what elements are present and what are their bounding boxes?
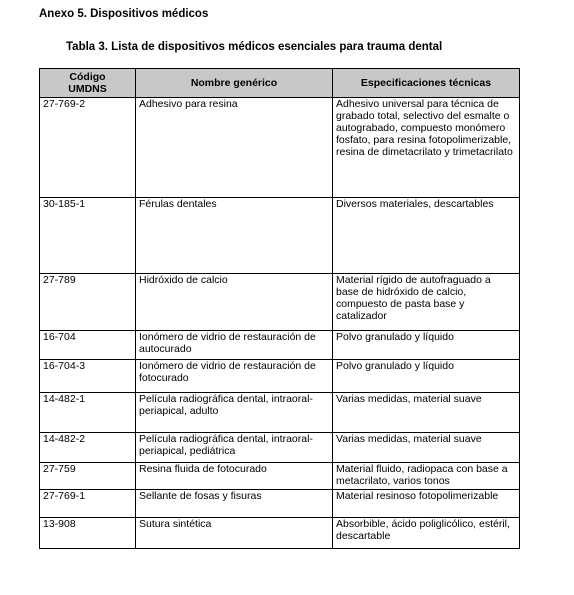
row-code: 27-769-1 [40, 490, 136, 518]
table-row [40, 433, 520, 463]
header-code [40, 69, 136, 98]
row-code: 16-704 [40, 331, 136, 360]
table-row [40, 518, 520, 549]
table-row [40, 393, 520, 433]
row-spec: Absorbible, ácido poliglicólico, estéril, descartable [333, 518, 520, 549]
row-code: 27-759 [40, 463, 136, 490]
table-row [40, 360, 520, 393]
header-spec: Especificaciones técnicas [333, 69, 520, 98]
row-code: 30-185-1 [40, 198, 136, 274]
row-name: Hidróxido de calcio [136, 274, 333, 331]
table-caption: Tabla 3. Lista de dispositivos médicos esenciales para trauma dental [66, 41, 443, 53]
row-name: Película radiográfica dental, intraoral-periapical, pediátrica [136, 433, 333, 463]
table-row [40, 331, 520, 360]
row-spec: Material resinoso fotopolimerizable [333, 490, 520, 518]
medical-devices-table [39, 68, 520, 549]
table-row [40, 198, 520, 274]
row-spec: Polvo granulado y líquido [333, 331, 520, 360]
table-row [40, 98, 520, 198]
row-name: Ionómero de vidrio de restauración de fotocurado [136, 360, 333, 393]
row-name: Adhesivo para resina [136, 98, 333, 198]
table-row [40, 274, 520, 331]
row-spec: Varias medidas, material suave [333, 433, 520, 463]
table-row [40, 490, 520, 518]
row-name: Sutura sintética [136, 518, 333, 549]
annex-title: Anexo 5. Dispositivos médicos [39, 8, 209, 20]
table-row [40, 463, 520, 490]
row-spec: Polvo granulado y líquido [333, 360, 520, 393]
header-code-line1: Código [69, 71, 106, 83]
header-code-line2: UMDNS [68, 83, 107, 95]
row-name: Ionómero de vidrio de restauración de autocurado [136, 331, 333, 360]
row-code: 27-769-2 [40, 98, 136, 198]
row-name: Férulas dentales [136, 198, 333, 274]
table-header-row [40, 69, 520, 98]
row-spec: Adhesivo universal para técnica de grabado total, selectivo del esmalte o autograbado, compuesto monómero fosfato, para resina fotopolimerizable, resina de dimetacrilato y trimetacrilato [333, 98, 520, 198]
row-name: Resina fluida de fotocurado [136, 463, 333, 490]
row-name: Sellante de fosas y fisuras [136, 490, 333, 518]
row-code: 14-482-1 [40, 393, 136, 433]
row-code: 14-482-2 [40, 433, 136, 463]
row-code: 13-908 [40, 518, 136, 549]
row-name: Película radiográfica dental, intraoral-periapical, adulto [136, 393, 333, 433]
row-spec: Material rígido de autofraguado a base de hidróxido de calcio, compuesto de pasta base y catalizador [333, 274, 520, 331]
row-spec: Varias medidas, material suave [333, 393, 520, 433]
row-code: 27-789 [40, 274, 136, 331]
row-code: 16-704-3 [40, 360, 136, 393]
row-spec: Material fluido, radiopaca con base a metacrilato, varios tonos [333, 463, 520, 490]
row-spec: Diversos materiales, descartables [333, 198, 520, 274]
header-name: Nombre genérico [136, 69, 333, 98]
